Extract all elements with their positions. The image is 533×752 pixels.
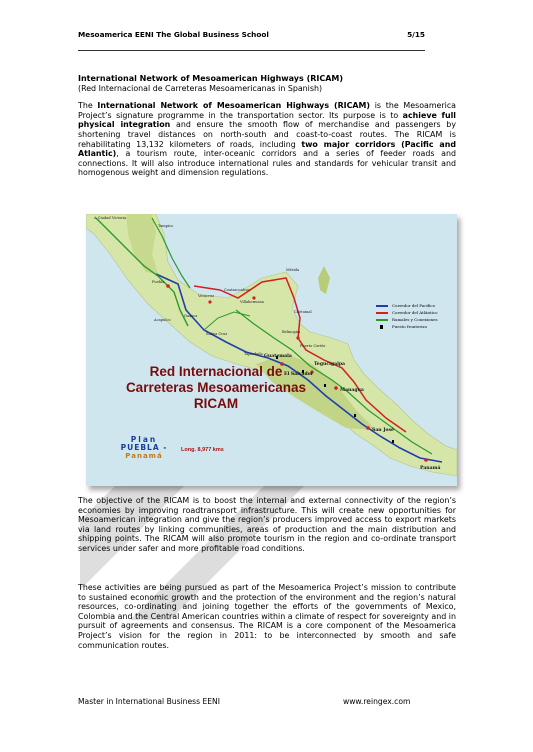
legend-feeder <box>376 316 438 323</box>
legend-swatch-atlantic <box>376 312 388 314</box>
ricam-map <box>86 214 457 486</box>
p1-text-2: is the Mesoamerica Project’s signature programme in the transportation sector. Its purpose is to <box>78 101 457 120</box>
place-label: Mérida <box>286 268 300 272</box>
footer-title: Master in International Business EENI <box>78 697 220 706</box>
section-subtitle: (Red Internacional de Carreteras Mesoamericanas in Spanish) <box>78 83 323 93</box>
place-label: Villahermosa <box>240 300 264 304</box>
legend-swatch-feeder <box>376 319 388 321</box>
intro-section <box>78 74 456 178</box>
section-title: International Network of Mesoamerican Highways (RICAM) <box>78 74 344 83</box>
legend-swatch-pacific <box>376 305 388 307</box>
place-label: Panamá <box>420 466 441 471</box>
place-label: A Ciudad Victoria <box>94 216 127 220</box>
plan-line3: Panamá <box>125 452 163 460</box>
plan-line1: Plan <box>130 435 158 444</box>
place-label: San José <box>372 428 394 433</box>
map-title-line3: RICAM <box>193 396 239 411</box>
place-label: Chetumal <box>294 310 312 314</box>
place-label: Salina Cruz <box>206 332 228 336</box>
header-title: Mesoamerica EENI The Global Business School <box>78 30 269 39</box>
place-label: Tapachula <box>244 352 263 356</box>
place-label: Veracruz <box>198 294 215 298</box>
plan-line2: PUEBLA - <box>120 443 168 452</box>
legend-label-border: Puesto fronterizo <box>392 324 428 329</box>
place-label: Tegucigalpa <box>314 362 346 367</box>
page-number: 5/15 <box>407 30 425 39</box>
p1-bold-3: two major corridors (Pacific and Atlantic) <box>78 139 457 159</box>
map-title-line1: Red Internacional de <box>149 364 283 379</box>
place-label: Acapulco <box>154 318 171 322</box>
map-title-line2: Carreteras Mesoamericanas <box>125 380 307 395</box>
legend-label-feeder: Ramales y Conexiones <box>392 317 438 322</box>
plan-puebla-logo <box>116 436 172 460</box>
intro-paragraph <box>78 101 456 178</box>
map-legend <box>376 302 438 330</box>
p1-text-4: , a tourism route, inter-oceanic corridors and a series of feeder roads and connections. It will also introduce international rules and standards for vehicular transit and homogenous weight and dimension regulations. <box>78 149 456 178</box>
place-label: Puerto Cortés <box>300 344 326 348</box>
p1-text-3: and ensure the smooth flow of merchandise and passengers by shortening travel distances on north-south and coast-to-coast routes. The RICAM is rehabilitating 13,132 kilometers of roads, including <box>78 120 456 149</box>
place-label: Oaxaca <box>184 314 198 318</box>
place-label: Puebla <box>152 280 165 284</box>
legend-label-pacific: Corredor del Pacífico <box>392 303 436 308</box>
objective-paragraph: The objective of the RICAM is to boost the internal and external connectivity of the region’s economies by improving roadtransport infrastructure. This will create new opportunities for Mesoamerican integration and give the region’s producers improved access to export markets via land routes by linking communities, areas of production and the main distribution and shipping points. The RICAM will also promote tourism in the region and co-ordinate transport services under safer and more profitable road conditions. <box>78 496 456 553</box>
legend-border <box>376 323 438 330</box>
place-label: Guatemala <box>264 354 292 359</box>
place-label: Tampico <box>158 224 174 228</box>
legend-pacific <box>376 302 438 309</box>
footer-website-link[interactable]: www.reingex.com <box>343 697 411 706</box>
place-label: Managua <box>340 388 364 393</box>
mission-paragraph: These activities are being pursued as part of the Mesoamerica Project’s mission to contribute to sustained economic growth and the protection of the environment and the region’s natural resources, co-ordinating and joining together the efforts of the governments of Mexico, Colombia and the Central American countries within a climate of respect for sovereignty and in pursuit of agreements and consensus. The RICAM is a core component of the Mesoamerica Project’s vision for the region in 2011: to be interconnected by smooth and safe communication routes. <box>78 583 456 650</box>
p1-bold-1: International Network of Mesoamerican Highways (RICAM) <box>97 101 370 111</box>
p1-text-1: The <box>78 101 98 111</box>
place-label: Belmopán <box>282 330 301 334</box>
place-label: El Salvador <box>284 372 314 377</box>
p1-bold-2: achieve full physical integration <box>78 110 456 130</box>
place-label: Coatzacoalcos <box>224 288 251 292</box>
header-divider <box>78 50 425 51</box>
legend-swatch-border <box>380 325 383 329</box>
legend-atlantic <box>376 309 438 316</box>
route-length-label: Long. 8,977 kms <box>181 447 224 453</box>
legend-label-atlantic: Corredor del Atlántico <box>392 310 438 315</box>
